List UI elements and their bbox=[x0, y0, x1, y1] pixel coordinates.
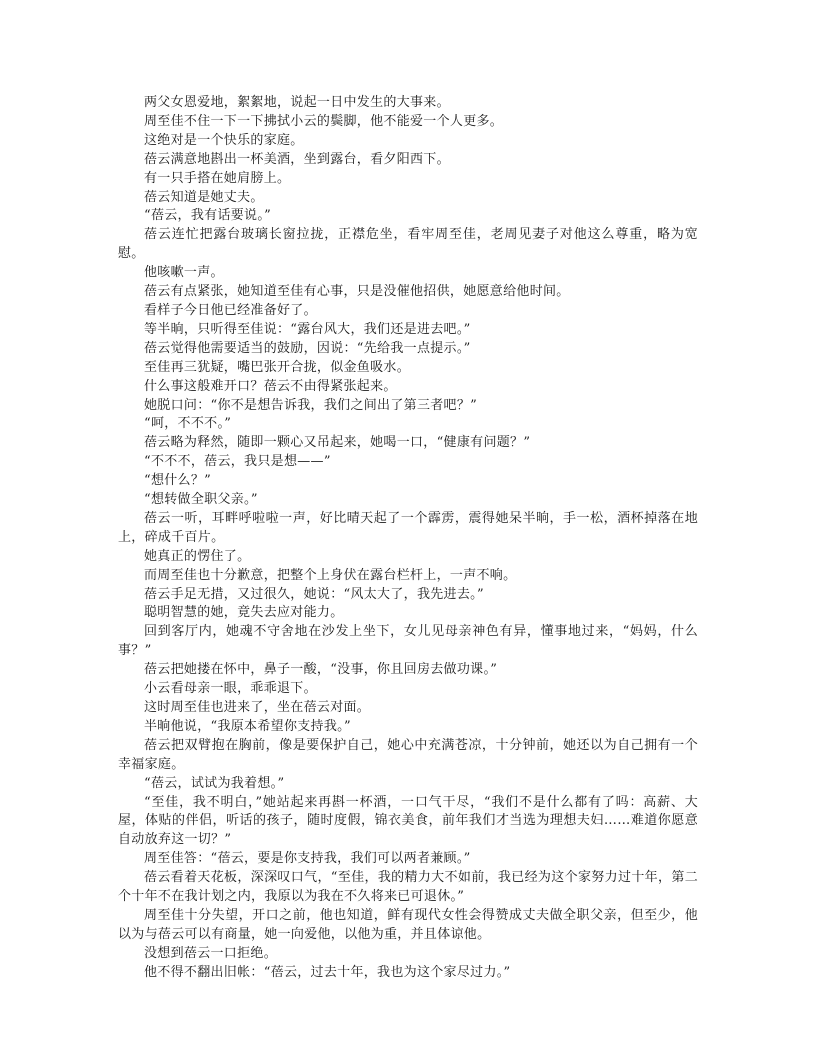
paragraph-4: 蓓云满意地斟出一杯美酒，坐到露台，看夕阳西下。 bbox=[144, 151, 450, 167]
paragraph-25: 蓓云手足无措，又过很久，她说：“风太大了，我先进去。” bbox=[144, 586, 484, 602]
paragraph-1: 两父女恩爱地，絮絮地，说起一日中发生的大事来。 bbox=[144, 95, 450, 110]
paragraph-9: 他咳嗽一声。 bbox=[144, 265, 224, 281]
paragraph-22: 蓓云一听，耳畔呼啦啦一声，好比晴天起了一个霹雳，震得她呆半晌，手一松，酒杯掉落在地上，碎成千百片。 bbox=[118, 510, 698, 545]
paragraph-8: 蓓云连忙把露台玻璃长窗拉拢，正襟危坐，看牢周至佳，老周见妻子对他这么尊重，略为宽慰。 bbox=[118, 227, 698, 262]
paragraph-12: 等半晌，只听得至佳说：“露台风大，我们还是进去吧。” bbox=[144, 321, 471, 337]
paragraph-26: 聪明智慧的她，竟失去应对能力。 bbox=[144, 605, 344, 621]
paragraph-28: 蓓云把她搂在怀中，鼻子一酸，“没事，你且回房去做功课。” bbox=[144, 662, 498, 678]
paragraph-17: “呵，不不不。” bbox=[144, 416, 232, 432]
paragraph-20: “想什么？” bbox=[144, 473, 212, 489]
paragraph-6: 蓓云知道是她丈夫。 bbox=[144, 189, 264, 205]
paragraph-15: 什么事这般难开口？蓓云不由得紧张起来。 bbox=[144, 378, 397, 394]
paragraph-5: 有一只手搭在她肩膀上。 bbox=[144, 170, 291, 186]
paragraph-19: “不不不，蓓云，我只是想——” bbox=[144, 454, 331, 470]
paragraph-32: 蓓云把双臂抱在胸前，像是要保护自己，她心中充满苍凉，十分钟前，她还以为自己拥有一个幸福家庭。 bbox=[118, 737, 698, 772]
paragraph-16: 她脱口问：“你不是想告诉我，我们之间出了第三者吧？” bbox=[144, 397, 478, 413]
paragraph-29: 小云看母亲一眼，乖乖退下。 bbox=[144, 681, 317, 697]
paragraph-13: 蓓云觉得他需要适当的鼓励，因说：“先给我一点提示。” bbox=[144, 340, 471, 356]
paragraph-23: 她真正的愣住了。 bbox=[144, 548, 251, 564]
paragraph-18: 蓓云略为释然，随即一颗心又吊起来，她喝一口，“健康有问题？” bbox=[144, 435, 531, 451]
paragraph-2: 周至佳不住一下一下拂拭小云的鬓脚，他不能爱一个人更多。 bbox=[144, 113, 504, 129]
paragraph-3: 这绝对是一个快乐的家庭。 bbox=[144, 132, 304, 148]
document-page bbox=[118, 94, 698, 983]
paragraph-21: “想转做全职父亲。” bbox=[144, 492, 258, 508]
paragraph-31: 半晌他说，“我原本希望你支持我。” bbox=[144, 718, 351, 734]
paragraph-27: 回到客厅内，她魂不守舍地在沙发上坐下，女儿见母亲神色有异，懂事地过来，“妈妈，什么事？” bbox=[118, 624, 698, 659]
paragraph-39: 他不得不翻出旧帐：“蓓云，过去十年，我也为这个家尽过力。” bbox=[144, 964, 511, 980]
paragraph-7: “蓓云，我有话要说。” bbox=[144, 208, 272, 224]
paragraph-38: 没想到蓓云一口拒绝。 bbox=[144, 945, 278, 961]
paragraph-36: 蓓云看着天花板，深深叹口气，“至佳，我的精力大不如前，我已经为这个家努力过十年，第二个十年不在我计划之内，我原以为我在不久将来已可退休。” bbox=[118, 870, 698, 905]
paragraph-10: 蓓云有点紧张，她知道至佳有心事，只是没催他招供，她愿意给他时间。 bbox=[144, 284, 570, 300]
paragraph-33: “蓓云，试试为我着想。” bbox=[144, 775, 285, 791]
paragraph-11: 看样子今日他已经准备好了。 bbox=[144, 302, 317, 318]
paragraph-34: “至佳，我不明白，”她站起来再斟一杯酒，一口气干尽，“我们不是什么都有了吗：高薪、大屋，体贴的伴侣，听话的孩子，随时度假，锦衣美食，前年我们才当选为理想夫妇……难道你愿意自动放弃这一切？” bbox=[118, 794, 698, 848]
paragraph-37: 周至佳十分失望，开口之前，他也知道，鲜有现代女性会得赞成丈夫做全职父亲，但至少，他以为与蓓云可以有商量，她一向爱他，以他为重，并且体谅他。 bbox=[118, 907, 698, 942]
paragraph-24: 而周至佳也十分歉意，把整个上身伏在露台栏杆上，一声不响。 bbox=[144, 567, 517, 583]
paragraph-35: 周至佳答：“蓓云，要是你支持我，我们可以两者兼顾。” bbox=[144, 851, 471, 867]
paragraph-30: 这时周至佳也进来了，坐在蓓云对面。 bbox=[144, 700, 371, 715]
paragraph-14: 至佳再三犹疑，嘴巴张开合拢，似金鱼吸水。 bbox=[144, 359, 411, 375]
